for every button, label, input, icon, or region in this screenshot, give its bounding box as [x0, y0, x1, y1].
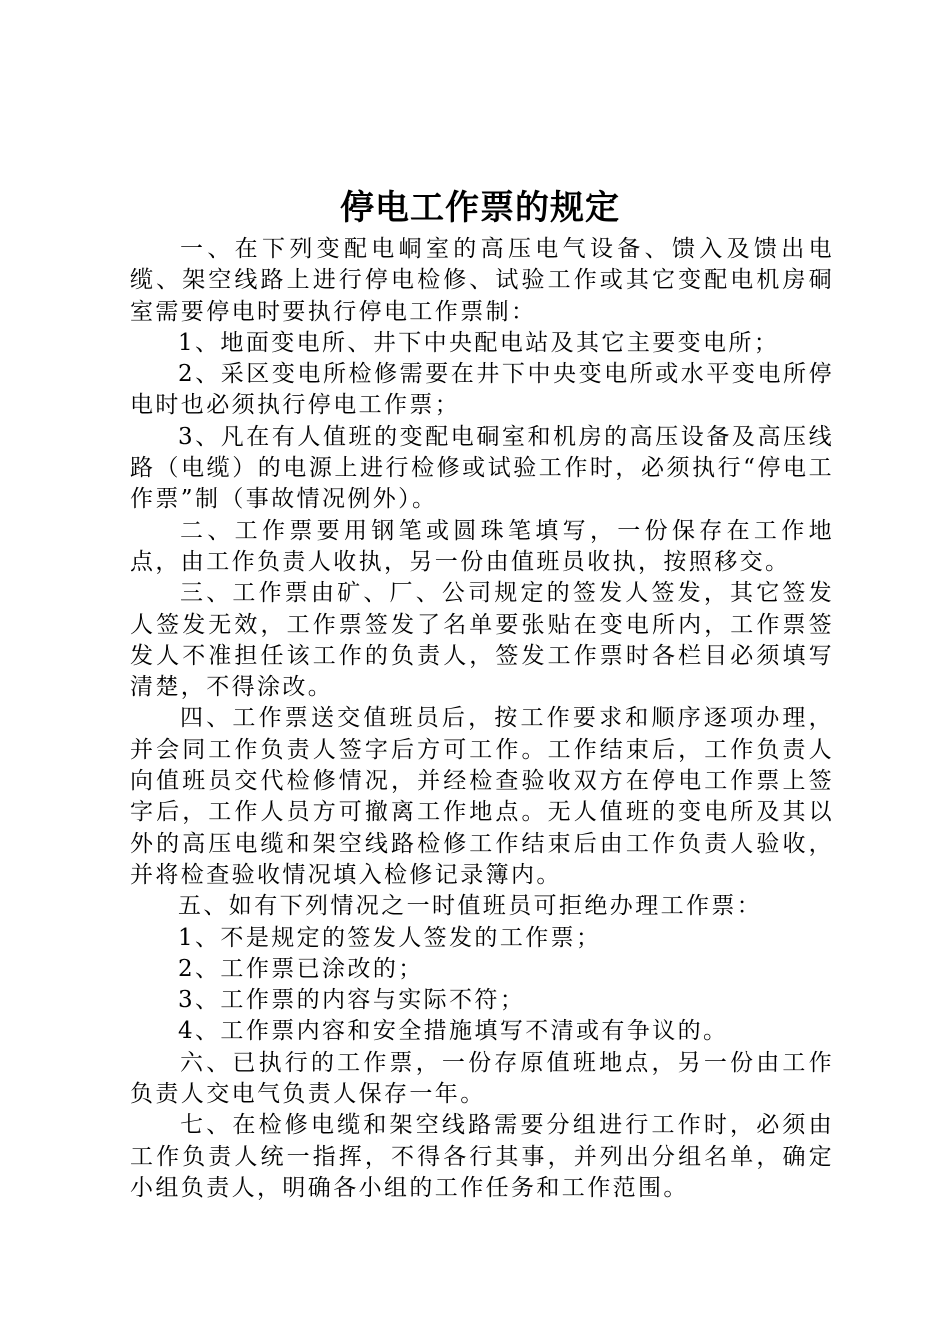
- paragraph-4: 四、工作票送交值班员后，按工作要求和顺序逐项办理，并会同工作负责人签字后方可工作。工作结束后，工作负责人向值班员交代检修情况，并经检查验收双方在停电工作票上签字后，工作人员方可撤离工作地点。无人值班的变电所及其以外的高压电缆和架空线路检修工作结束后由工作负责人验收，并将检查验收情况填入检修记录簿内。: [130, 705, 834, 888]
- document-body: [130, 234, 834, 1204]
- paragraph-5-item-4: 4、工作票内容和安全措施填写不清或有争议的。: [178, 1018, 729, 1045]
- paragraph-1: 一、在下列变配电峒室的高压电气设备、馈入及馈出电缆、架空线路上进行停电检修、试验工作或其它变配电机房硐室需要停电时要执行停电工作票制：: [130, 236, 834, 325]
- paragraph-5-item-3: 3、工作票的内容与实际不符；: [178, 987, 526, 1014]
- paragraph-3: 三、工作票由矿、厂、公司规定的签发人签发，其它签发人签发无效，工作票签发了名单要张贴在变电所内，工作票签发人不准担任该工作的负责人，签发工作票时各栏目必须填写清楚，不得涂改。: [130, 580, 834, 701]
- paragraph-2: 二、工作票要用钢笔或圆珠笔填写，一份保存在工作地点，由工作负责人收执，另一份由值班员收执，按照移交。: [130, 517, 834, 575]
- paragraph-5-item-1: 1、不是规定的签发人签发的工作票；: [178, 924, 602, 951]
- paragraph-5-item-2: 2、工作票已涂改的；: [178, 955, 424, 982]
- paragraph-5: 五、如有下列情况之一时值班员可拒绝办理工作票：: [178, 893, 763, 920]
- paragraph-1-item-1: 1、地面变电所、井下中央配电站及其它主要变电所；: [178, 329, 780, 356]
- paragraph-6: 六、已执行的工作票，一份存原值班地点，另一份由工作负责人交电气负责人保存一年。: [130, 1049, 834, 1108]
- page-title: 停电工作票的规定: [340, 188, 620, 228]
- paragraph-1-item-3: 3、凡在有人值班的变配电硐室和机房的高压设备及高压线路（电缆）的电源上进行检修或试验工作时，必须执行“停电工作票”制（事故情况例外）。: [130, 423, 834, 513]
- paragraph-1-item-2: 2、采区变电所检修需要在井下中央变电所或水平变电所停电时也必须执行停电工作票；: [130, 361, 834, 419]
- paragraph-7: 七、在检修电缆和架空线路需要分组进行工作时，必须由工作负责人统一指挥，不得各行其事，并列出分组名单，确定小组负责人，明确各小组的工作任务和工作范围。: [130, 1112, 834, 1201]
